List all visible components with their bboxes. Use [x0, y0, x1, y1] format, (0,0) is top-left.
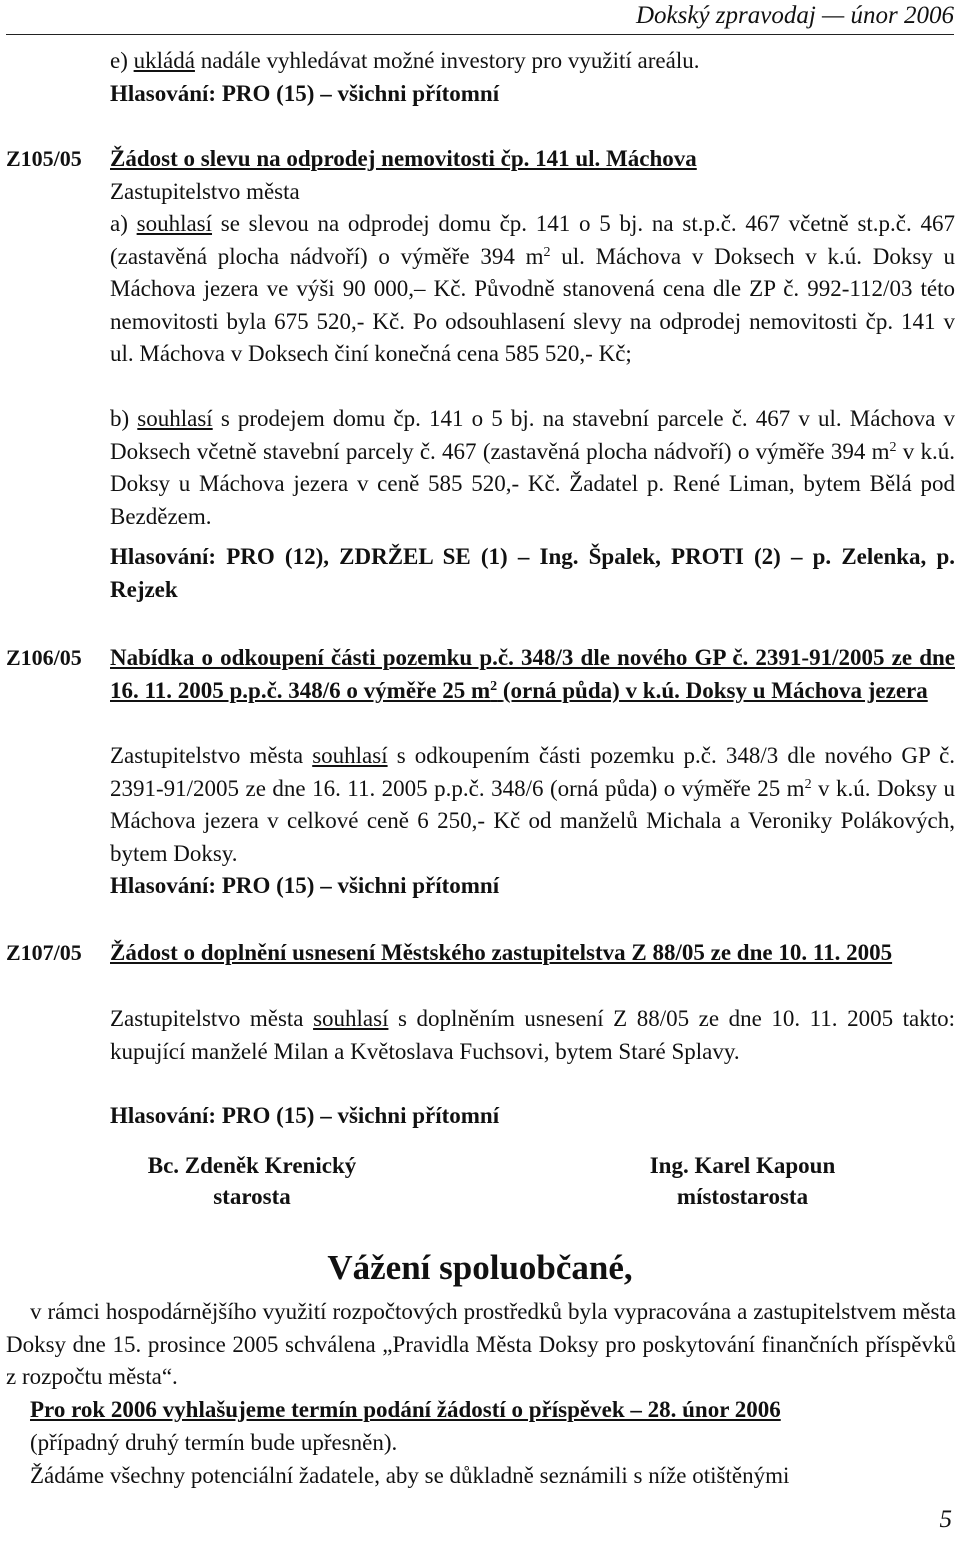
resolution-number-z107: Z107/05: [6, 940, 82, 965]
council-label: Zastupitelstvo města: [110, 179, 300, 204]
letter-paragraph-1: v rámci hospodárnějšího využití rozpočtových prostředků byla vypracována a zastupitelstvem města Doksy dne 15. prosince 2005 schválena „Pravidla Města Doksy pro poskytování finančních příspěvků z rozpočtu města“.: [6, 1299, 956, 1389]
text-z106: Zastupitelstvo města souhlasí s odkoupením části pozemku p.č. 348/3 dle nového GP č. 2391-91/2005 ze dne 16. 11. 2005 p.p.č. 348/6 (orná půda) o výměře 25 $m^2$ v k.ú. Doksy u Máchova jezera v celkové ceně 6 250,- Kč od manželů Michala a Veroniky Polákových, bytem Doksy.: [110, 743, 956, 866]
vote-z107: Hlasování: PRO (15) – všichni přítomní: [110, 1103, 500, 1128]
letter-note: (případný druhý termín bude upřesněn).: [30, 1430, 398, 1455]
signature-role: starosta: [213, 1184, 291, 1209]
resolution-title-z107: Žádost o doplnění usnesení Městského zastupitelstva Z 88/05 ze dne 10. 11. 2005: [110, 940, 893, 965]
verb-souhlasi: souhlasí: [137, 406, 213, 431]
item-a-z105: a) souhlasí se slevou na odprodej domu čp. 141 o 5 bj. na st.p.č. 467 včetně st.p.č. 467 (zastavěná plocha nádvoří) o výměře 394 $m^2$ ul. Máchova v Doksech v k.ú. Doksy u Máchova jezera ve výši 90 000,– Kč. Původně stanovená cena dle ZP č. 992-112/03 této nemovitosti byla 675 520,- Kč. Po odsouhlasení slevy na odprodej nemovitosti čp. 141 v ul. Máchova v Doksech činí konečná cena 585 520,- Kč;: [110, 211, 956, 366]
signature-name: Bc. Zdeněk Krenický: [147, 1153, 357, 1178]
page-number: 5: [939, 1506, 952, 1533]
verb-souhlasi: souhlasí: [313, 1006, 389, 1031]
signature-role: místostarosta: [676, 1184, 809, 1209]
vote-z105: Hlasování: PRO (12), ZDRŽEL SE (1) – Ing. Špalek, PROTI (2) – p. Zelenka, p. Rejzek: [110, 544, 955, 602]
text-z107: Zastupitelstvo města souhlasí s doplněním usnesení Z 88/05 ze dne 10. 11. 2005 takto: kupující manželé Milan a Květoslava Fuchsovi, bytem Staré Splavy.: [110, 1006, 956, 1064]
verb-souhlasi: souhlasí: [136, 211, 213, 236]
item-e: e) ukládá nadále vyhledávat možné investory pro využití areálu.: [110, 48, 700, 73]
letter-title: Vážení spoluobčané,: [327, 1248, 633, 1287]
item-b-z105: b) souhlasí s prodejem domu čp. 141 o 5 bj. na stavební parcele č. 467 v ul. Máchova v Doksech včetně stavební parcely č. 467 (zastavěná plocha nádvoří) o výměře 394 $m^2$ v k.ú. Doksy u Máchova jezera v ceně 585 520,- Kč. Žadatel p. René Liman, bytem Bělá pod Bezdězem.: [110, 406, 956, 529]
verb-souhlasi: souhlasí: [312, 743, 388, 768]
vote-z106: Hlasování: PRO (15) – všichni přítomní: [110, 873, 500, 898]
signature-mayor: [112, 1150, 392, 1212]
resolution-title-z106: Nabídka o odkoupení části pozemku p.č. 348/3 dle nového GP č. 2391-91/2005 ze dne 16. 11. 2005 p.p.č. 348/6 o výměře 25 $m^2$ (orná půda) v k.ú. Doksy u Máchova jezera: [110, 645, 955, 703]
resolution-title-z105: Žádost o slevu na odprodej nemovitosti čp. 141 ul. Máchova: [110, 146, 697, 171]
signature-name: Ing. Karel Kapoun: [649, 1153, 836, 1178]
resolution-number-z105: Z105/05: [6, 146, 82, 171]
verb-ukláda: ukládá: [133, 48, 195, 73]
letter-deadline: Pro rok 2006 vyhlašujeme termín podání žádostí o příspěvek – 28. únor 2006: [30, 1397, 781, 1422]
newsletter-header: Dokský zpravodaj — únor 2006: [635, 2, 954, 29]
signature-deputy-mayor: [600, 1150, 885, 1212]
resolution-number-z106: Z106/05: [6, 645, 82, 670]
vote-top: Hlasování: PRO (15) – všichni přítomní: [110, 81, 500, 106]
letter-paragraph-3: Žádáme všechny potenciální žadatele, aby se důkladně seznámili s níže otištěnými: [30, 1463, 790, 1488]
header-rule: [6, 34, 954, 35]
